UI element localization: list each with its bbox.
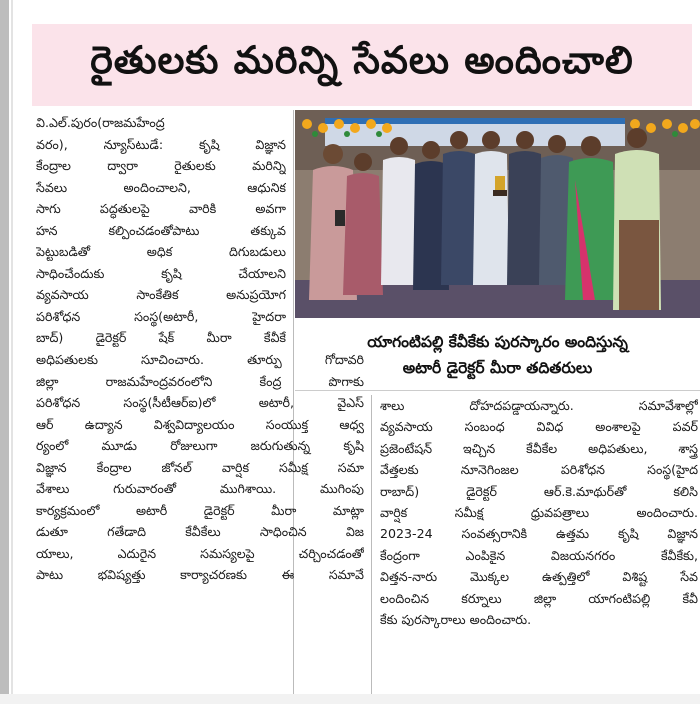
article-line: విత్తన-నారు మొక్కల ఉత్పత్తిలో విశిష్ట సేవ <box>380 569 698 585</box>
headline-band <box>32 24 692 106</box>
article-line: యాలు, ఎదురైన సమస్యలపై చర్చించడంతో <box>36 545 364 561</box>
news-photo <box>295 110 700 318</box>
article-line: పరిశోధన సంస్థ(అటారీ, హైదరా <box>36 308 286 324</box>
article-line: ఆర్ ఉద్యాన విశ్వవిద్యాలయం సంయుక్త ఆధ్వ <box>36 416 364 432</box>
article-line: సాగు పద్ధతులపై వారికి అవగా <box>36 201 286 217</box>
article-line: వేశాలు గురువారంతో ముగిశాయి. ముగింపు <box>36 481 364 497</box>
article-line: పెట్టుబడితో అధిక దిగుబడులు <box>36 244 286 260</box>
page-edge-rule <box>0 0 9 704</box>
article-column-left <box>36 112 364 586</box>
article-line: వార్షిక సమీక్ష ధ్రువపత్రాలు అందించారు. <box>380 505 698 521</box>
article-line: కేంద్రంగా ఎంపికైన విజయనగరం కేవీకేకు, <box>380 547 698 563</box>
headline: రైతులకు మరిన్ని సేవలు అందించాలి <box>90 38 634 82</box>
article-line: పాటు భవిష్యత్తు కార్యాచరణకు ఈ సమావే <box>36 567 364 583</box>
article-line: జిల్లా రాజమహేంద్రవరంలోని కేంద్ర పొగాకు <box>36 373 364 389</box>
article-line: పరిశోధన సంస్థ(సీటీఆర్‌ఐ)లో అటారీ, వైఎస్ <box>36 395 364 411</box>
caption-line-2: అటారీ డైరెక్టర్ మీరా తదితరులు <box>402 359 593 377</box>
article-line: వ్యవసాయ సాంకేతిక అనుప్రయోగ <box>36 287 286 303</box>
article-line: కార్యక్రమంలో అటారీ డైరెక్టర్ మీరా మాట్లా <box>36 502 364 518</box>
article-line: లందించిన కర్నూలు జిల్లా యాగంటిపల్లి కేవీ <box>380 590 698 606</box>
article-line: కేంద్రాల ద్వారా రైతులకు మరిన్ని <box>36 158 286 174</box>
article-line: హన కల్పించడంతోపాటు తక్కువ <box>36 222 286 238</box>
column-divider-right <box>371 395 372 694</box>
article-line: అధిపతులకు సూచించారు. తూర్పు గోదావరి <box>36 352 364 368</box>
page-bottom-strip <box>0 694 700 704</box>
article-line: వ్యవసాయ సంబంధ వివిధ అంశాలపై పవర్ <box>380 419 698 435</box>
article-line: 2023-24 సంవత్సరానికి ఉత్తమ కృషి విజ్ఞాన <box>380 526 698 542</box>
article-column-right <box>380 395 698 630</box>
article-line: డుతూ గతేడాది కేవీకేలు సాధించిన విజ <box>36 524 364 540</box>
article-line: ప్రజెంటేషన్ ఇచ్చిన కేవీకేల అధిపతులు, శాస్త్ర <box>380 440 698 456</box>
article-line: వేత్తలకు నూనెగింజల పరిశోధన సంస్థ(హైద <box>380 462 698 478</box>
article-line: సాధించేందుకు కృషి చేయాలని <box>36 265 286 281</box>
article-line: కేకు పురస్కారాలు అందించారు. <box>380 612 532 628</box>
article-line: విజ్ఞాన కేంద్రాల జోనల్ వార్షిక సమీక్ష సమా <box>36 459 364 475</box>
caption-line-1: యాగంటిపల్లి కేవీకేకు పురస్కారం అందిస్తున్న <box>367 333 628 351</box>
article-line: ర్యంలో మూడు రోజులుగా జరుగుతున్న కృషి <box>36 438 364 454</box>
article-line: రాబాద్) డైరెక్టర్ ఆర్.కె.మాథుర్‌తో కలిసి <box>380 483 698 499</box>
article-line: బాద్) డైరెక్టర్ షేక్ మీరా కేవీకే <box>36 330 286 346</box>
article-line: సేవలు అందించాలని, ఆధునిక <box>36 179 286 195</box>
page-edge-rule-thin <box>11 0 13 704</box>
article-line: వి.ఎల్.పురం(రాజమహేంద్ర <box>36 115 165 130</box>
article-line: వరం), న్యూస్‌టుడే: కృషి విజ్ఞాన <box>36 136 286 152</box>
article-line: శాలు దోహదపడ్డాయన్నారు. సమావేశాల్లో <box>380 398 698 413</box>
